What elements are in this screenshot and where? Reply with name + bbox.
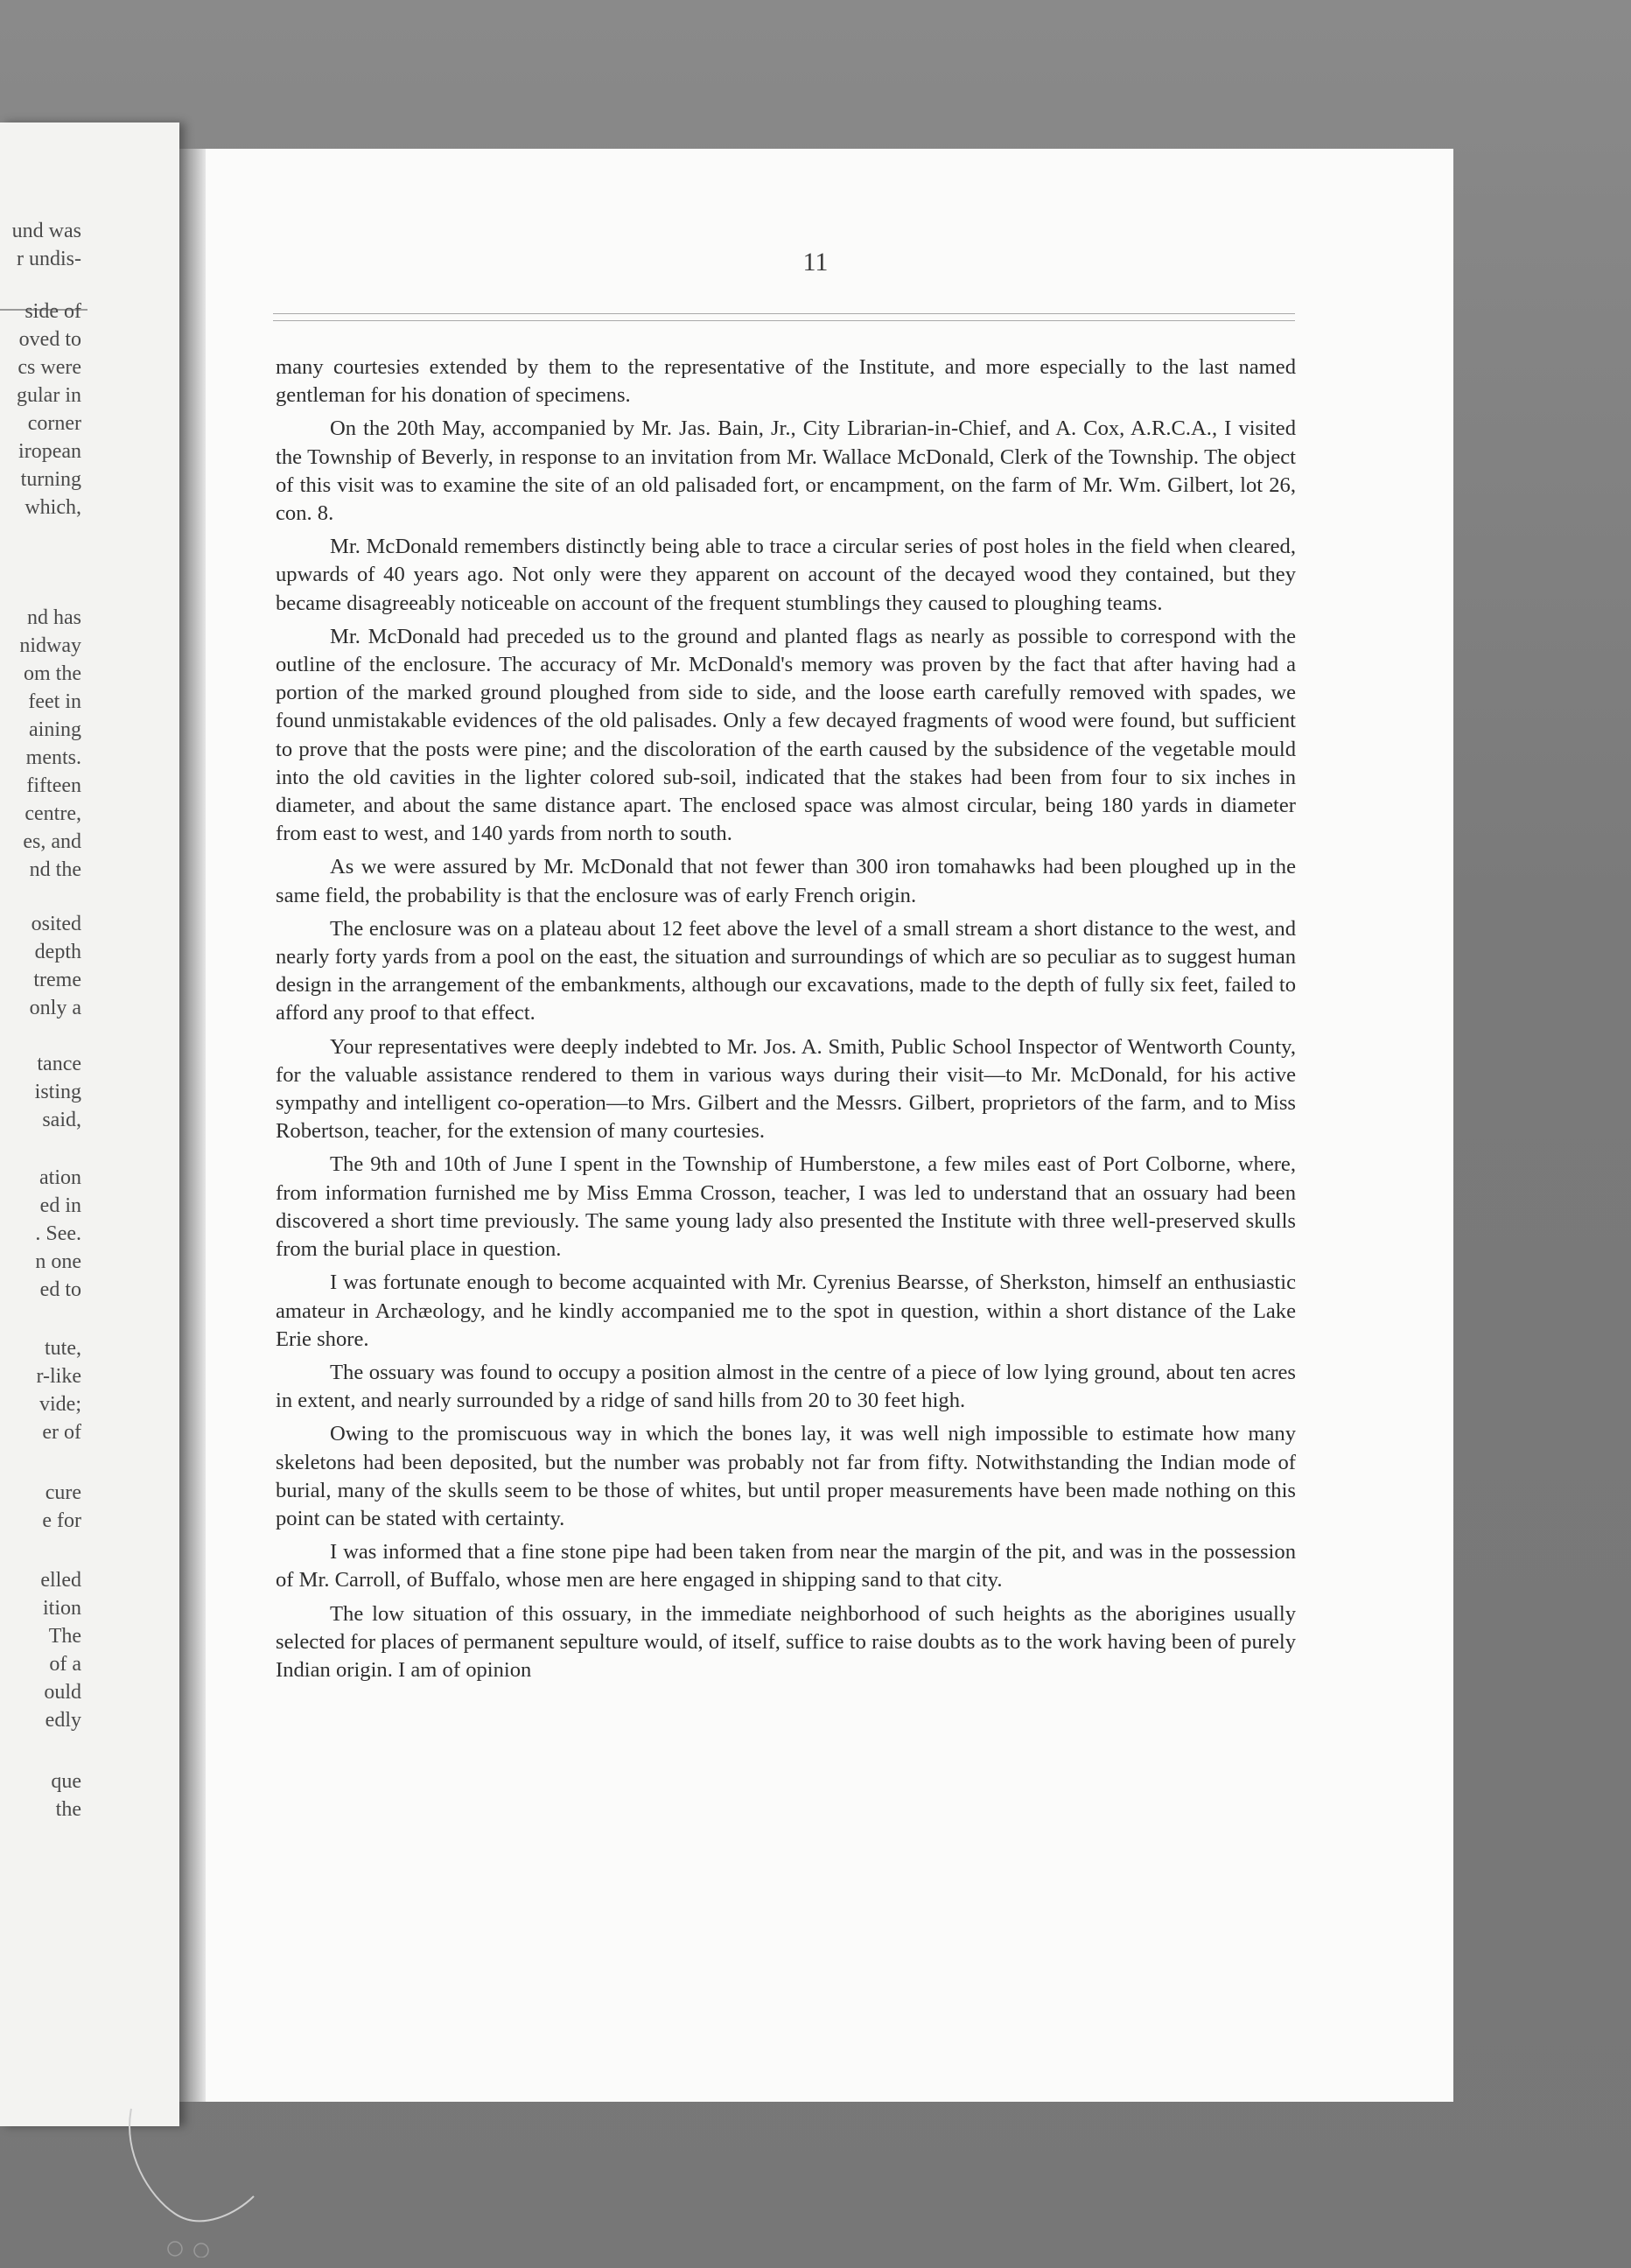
paragraph: The 9th and 10th of June I spent in the Township of Humberstone, a few miles east of Port Colborne, where, from information furnished me by Miss Emma Crosson, teacher, I was led to understand that an ossuary had been discovered a short time previously. The same young lady also presented the Institute with three well-preserved skulls from the burial place in question. [276, 1152, 1296, 1262]
facing-page-line: edly [45, 1709, 81, 1732]
facing-page-line: ed to [39, 1278, 81, 1301]
paragraph: Your representatives were deeply indebted to Mr. Jos. A. Smith, Public School Inspector of Wentworth County, for the valuable assistance rendered to them in various ways during their visit—to Mr. McDonald, for his active sympathy and intelligent co-operation—to Mrs. Gilbert and the Messrs. Gilbert, proprietors of the farm, and to Miss Robertson, teacher, for the extension of many courtesies. [276, 1034, 1296, 1144]
facing-page-line: und was [11, 220, 81, 242]
paragraph: many courtesies extended by them to the representative of the Institute, and more especially to the last named gentleman for his donation of specimens. [276, 355, 1296, 408]
facing-page-line: r-like [36, 1365, 81, 1388]
page-body [276, 354, 1296, 1690]
facing-page-line: om the [24, 662, 81, 685]
facing-page-line: aining [29, 718, 81, 741]
paragraph: The low situation of this ossuary, in the immediate neighborhood of such heights as the aborigines usually selected for places of permanent sepulture would, of itself, suffice to raise doubts as to the work having been of purely Indian origin. I am of opinion [276, 1601, 1296, 1682]
facing-page-line: corner [27, 412, 81, 435]
paragraph: Mr. McDonald remembers distinctly being able to trace a circular series of post holes in the field when cleared, upwards of 40 years ago. Not only were they apparent on account of the decayed wood they contained, but they became disagreeably noticeable on account of the frequent stumblings they caused to ploughing teams. [276, 535, 1296, 615]
facing-page-line: ation [39, 1166, 81, 1189]
facing-page-line: cs were [18, 356, 81, 379]
facing-page-line: n one [35, 1250, 81, 1273]
facing-page-line: iropean [18, 440, 81, 463]
facing-page-line: osited [31, 913, 81, 935]
facing-page-line: e for [42, 1509, 81, 1532]
paragraph: On the 20th May, accompanied by Mr. Jas. Bain, Jr., City Librarian-in-Chief, and A. Cox, A.R.C.A., I visited the Township of Beverly, in response to an invitation from Mr. Wallace McDonald, Clerk of the Township. The object of this visit was to examine the site of an old palisaded fort, or encampment, on the farm of Mr. Wm. Gilbert, lot 26, con. 8. [276, 416, 1296, 526]
facing-page-line: ed in [39, 1194, 81, 1217]
facing-page-line: oved to [18, 328, 81, 351]
facing-page-line: cure [45, 1481, 81, 1504]
paragraph: Mr. McDonald had preceded us to the ground and planted flags as nearly as possible to correspond with the outline of the enclosure. The accuracy of Mr. McDonald's memory was proven by the fact that after having had a portion of the marked ground ploughed from side to side, and the loose earth carefully removed with spades, we found unmistakable evidences of the old palisades. Only a few decayed fragments of wood were found, but sufficient to prove that the posts were pine; and the discoloration of the earth caused by the subsidence of the vegetable mould into the old cavities in the lighter colored sub-soil, indicated that the stakes had been from four to six inches in diameter, and about the same distance apart. The enclosed space was almost circular, being 180 yards in diameter from east to west, and 140 yards from north to south. [276, 624, 1296, 846]
facing-page-line: turning [20, 468, 81, 491]
page-gutter-shadow [179, 149, 206, 2102]
facing-page-line: nd the [29, 858, 81, 881]
facing-page-line: tance [37, 1053, 81, 1075]
paragraph: As we were assured by Mr. McDonald that not fewer than 300 iron tomahawks had been ploughed up in the same field, the probability is that the enclosure was of early French origin. [276, 855, 1296, 907]
facing-page-line: ition [42, 1597, 81, 1620]
facing-page-line: ments. [25, 746, 81, 769]
facing-page-line: side of [24, 300, 81, 323]
facing-page-line: feet in [28, 690, 81, 713]
facing-page-line: only a [29, 997, 81, 1019]
header-rule-top [273, 313, 1295, 314]
facing-page-line: es, and [23, 830, 81, 853]
facing-page-line: of a [49, 1653, 81, 1676]
facing-page-line: gular in [17, 384, 81, 407]
facing-page-line: which, [24, 496, 81, 519]
facing-page-line: The [48, 1625, 81, 1648]
paragraph: I was informed that a fine stone pipe had been taken from near the margin of the pit, and was in the possession of Mr. Carroll, of Buffalo, whose men are here engaged in shipping sand to that city. [276, 1540, 1296, 1592]
facing-page-line: r undis- [17, 248, 81, 270]
header-rule-bottom [273, 320, 1295, 321]
facing-page-line: isting [34, 1081, 81, 1103]
facing-page-line: vide; [39, 1393, 81, 1416]
paragraph: Owing to the promiscuous way in which the bones lay, it was well nigh impossible to estimate how many skeletons had been deposited, but the number was probably not far from fifty. Notwithstanding the Indian mode of burial, many of the skulls seem to be those of whites, but until proper measurements have been made nothing on this point can be stated with certainty. [276, 1422, 1296, 1530]
facing-page-line: said, [42, 1109, 81, 1131]
facing-page-line: ould [44, 1681, 81, 1704]
facing-page-line: . See. [35, 1222, 81, 1245]
facing-page-line: nidway [19, 634, 81, 657]
facing-page-line: treme [33, 969, 81, 991]
facing-page-line: tute, [45, 1337, 81, 1360]
facing-page-line: er of [42, 1421, 81, 1444]
thread-curl-mark [114, 2100, 289, 2258]
page-number: 11 [802, 248, 829, 276]
facing-page-line: the [55, 1798, 81, 1821]
facing-page-line: que [51, 1770, 81, 1793]
facing-page-line: fifteen [26, 774, 81, 797]
facing-page-line: elled [40, 1569, 81, 1592]
facing-page-fragment [0, 122, 179, 2126]
paragraph: The ossuary was found to occupy a position almost in the centre of a piece of low lying ground, about ten acres in extent, and nearly surrounded by a ridge of sand hills from 20 to 30 feet high. [276, 1360, 1296, 1413]
paragraph: I was fortunate enough to become acquainted with Mr. Cyrenius Bearsse, of Sherkston, himself an enthusiastic amateur in Archæology, and he kindly accompanied me to the spot in question, within a short distance of the Lake Erie shore. [276, 1270, 1296, 1351]
facing-page-line: depth [34, 941, 81, 963]
facing-page-line: centre, [24, 802, 81, 825]
facing-page-line: nd has [27, 606, 81, 629]
paragraph: The enclosure was on a plateau about 12 feet above the level of a small stream a short distance to the west, and nearly forty yards from a pool on the east, the situation and surroundings of which are so peculiar as to suggest human design in the arrangement of the embankments, although our excavations, made to the depth of fully six feet, failed to afford any proof to that effect. [276, 916, 1296, 1026]
